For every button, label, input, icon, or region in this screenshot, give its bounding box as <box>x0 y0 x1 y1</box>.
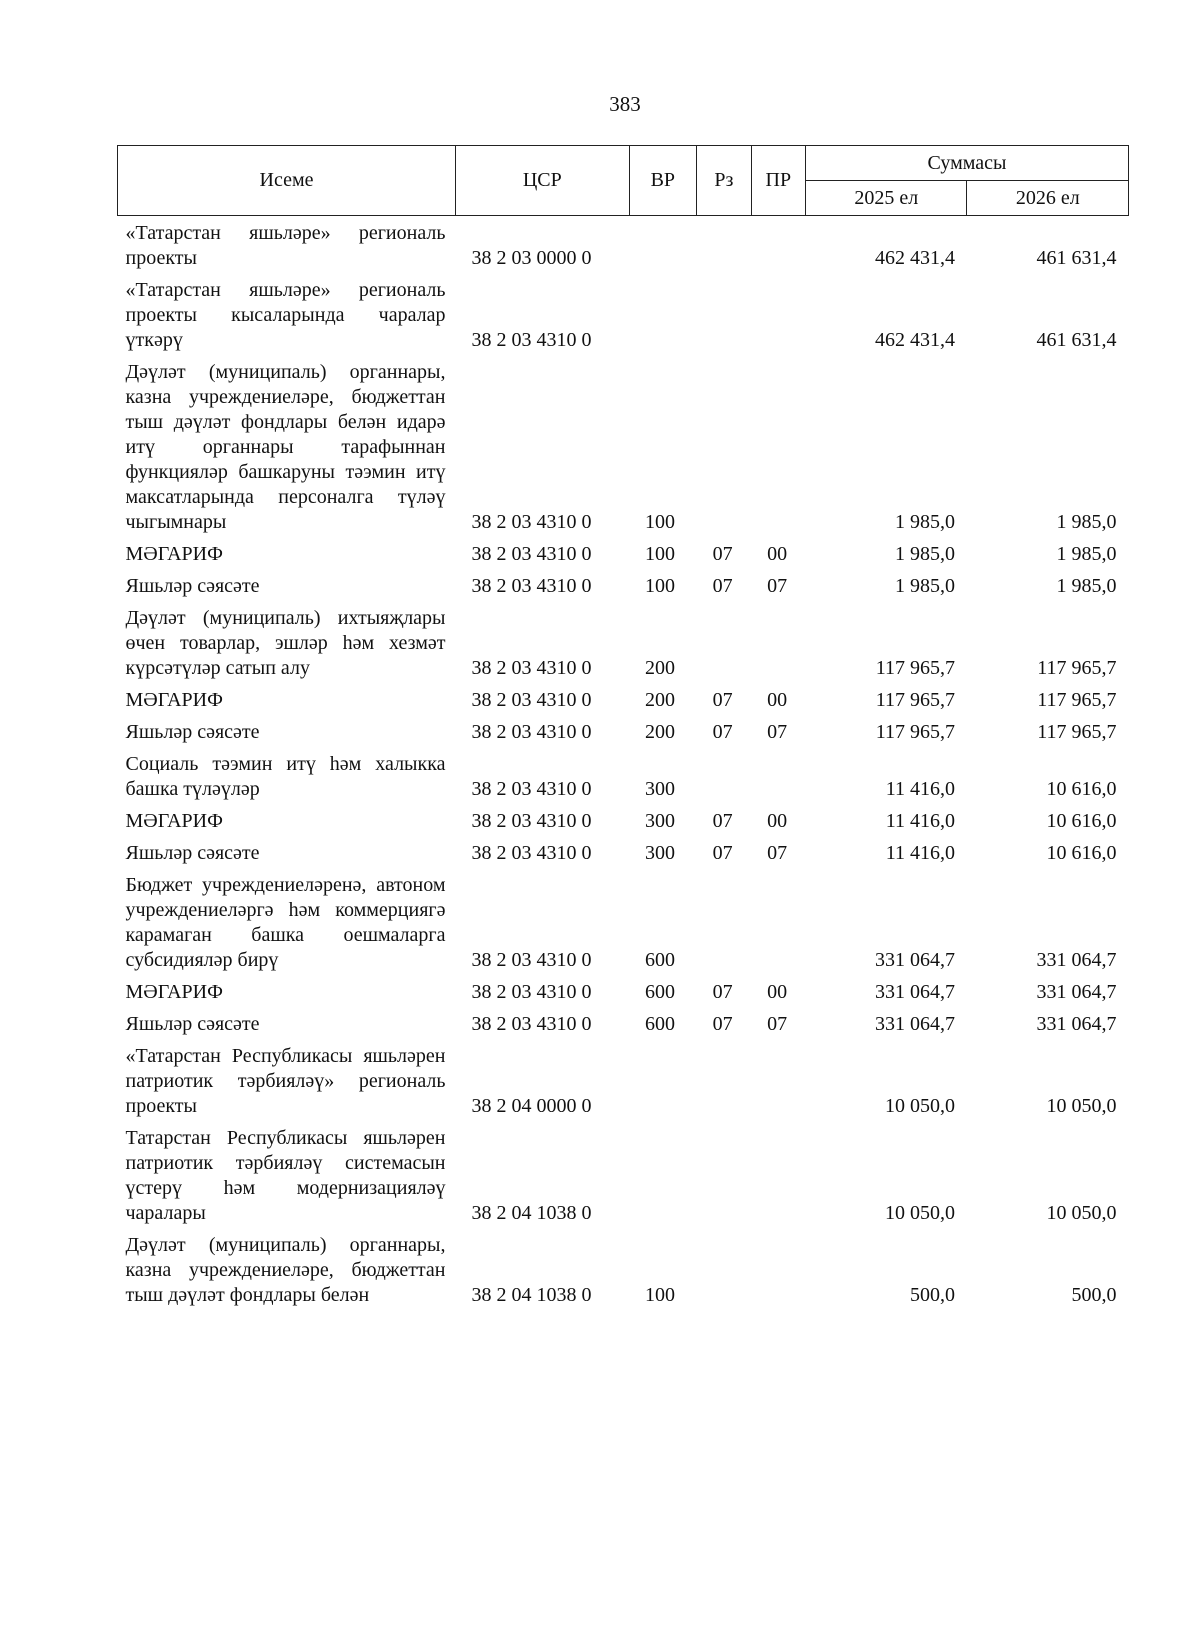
row-csr: 38 2 03 4310 0 <box>471 981 592 1003</box>
header-year-2026: 2026 ел <box>967 181 1129 216</box>
row-pr <box>751 601 805 683</box>
row-vr: 100 <box>645 575 676 597</box>
row-csr: 38 2 03 4310 0 <box>471 1013 592 1035</box>
row-sum-2026: 331 064,7 <box>1036 1013 1117 1035</box>
row-vr: 100 <box>645 543 676 565</box>
row-pr: 07 <box>767 842 788 864</box>
row-sum-2026: 117 965,7 <box>1037 721 1117 743</box>
row-vr: 200 <box>645 689 676 711</box>
table-row <box>118 216 1129 274</box>
budget-table <box>117 145 1129 1310</box>
row-sum-2025: 462 431,4 <box>874 247 955 269</box>
row-csr: 38 2 03 4310 0 <box>471 329 592 351</box>
row-sum-2026: 1 985,0 <box>1056 543 1117 565</box>
row-vr: 600 <box>645 981 676 1003</box>
table-body <box>118 216 1129 1311</box>
row-sum-2025: 11 416,0 <box>885 778 955 800</box>
row-pr: 00 <box>767 810 788 832</box>
row-sum-2025: 10 050,0 <box>884 1095 955 1117</box>
table-row <box>118 601 1129 683</box>
row-rz <box>697 1121 751 1228</box>
row-vr: 300 <box>645 778 676 800</box>
row-sum-2025: 117 965,7 <box>875 657 955 679</box>
table-row <box>118 537 1129 569</box>
row-rz <box>697 601 751 683</box>
row-sum-2026: 1 985,0 <box>1056 575 1117 597</box>
row-sum-2025: 1 985,0 <box>894 511 955 533</box>
row-csr: 38 2 04 1038 0 <box>471 1202 592 1224</box>
header-pr: ПР <box>751 146 805 216</box>
table-row <box>118 355 1129 537</box>
row-sum-2026: 1 985,0 <box>1056 511 1117 533</box>
row-csr: 38 2 03 0000 0 <box>471 247 592 269</box>
table-row <box>118 1007 1129 1039</box>
row-pr: 07 <box>767 575 788 597</box>
header-vr: ВР <box>629 146 697 216</box>
row-sum-2026: 117 965,7 <box>1037 657 1117 679</box>
row-name: Яшьләр сәясәте <box>125 842 260 864</box>
row-sum-2025: 462 431,4 <box>874 329 955 351</box>
row-name: Яшьләр сәясәте <box>125 721 260 743</box>
row-rz: 07 <box>712 689 733 711</box>
row-vr: 600 <box>645 949 676 971</box>
row-vr: 100 <box>645 511 676 533</box>
row-name: МӘГАРИФ <box>125 810 223 832</box>
row-sum-2026: 461 631,4 <box>1036 247 1117 269</box>
table-row <box>118 683 1129 715</box>
row-sum-2025: 11 416,0 <box>885 842 955 864</box>
table-row <box>118 868 1129 975</box>
table-row <box>118 1228 1129 1310</box>
row-name: «Татарстан Республикасы яшьләрен патриотик тәрбияләү» региональ проекты <box>125 1045 446 1117</box>
row-vr: 600 <box>645 1013 676 1035</box>
row-name: Яшьләр сәясәте <box>125 575 260 597</box>
row-rz: 07 <box>712 543 733 565</box>
row-sum-2025: 117 965,7 <box>875 721 955 743</box>
row-csr: 38 2 03 4310 0 <box>471 778 592 800</box>
row-sum-2025: 10 050,0 <box>884 1202 955 1224</box>
row-name: Яшьләр сәясәте <box>125 1013 260 1035</box>
header-sums: Суммасы <box>806 146 1129 181</box>
row-sum-2025: 117 965,7 <box>875 689 955 711</box>
row-pr <box>751 1039 805 1121</box>
row-sum-2026: 10 050,0 <box>1046 1095 1117 1117</box>
row-vr <box>629 273 697 355</box>
row-rz: 07 <box>712 810 733 832</box>
row-vr: 100 <box>645 1284 676 1306</box>
row-sum-2025: 11 416,0 <box>885 810 955 832</box>
table-row <box>118 569 1129 601</box>
row-pr <box>751 273 805 355</box>
row-rz <box>697 1228 751 1310</box>
row-csr: 38 2 04 1038 0 <box>471 1284 592 1306</box>
table-row <box>118 1121 1129 1228</box>
row-sum-2026: 10 616,0 <box>1046 842 1117 864</box>
row-csr: 38 2 03 4310 0 <box>471 575 592 597</box>
table-row <box>118 747 1129 804</box>
row-pr <box>751 868 805 975</box>
table-row <box>118 715 1129 747</box>
row-sum-2025: 500,0 <box>909 1284 955 1306</box>
row-rz: 07 <box>712 981 733 1003</box>
page-number: 383 <box>609 92 641 116</box>
row-pr <box>751 1121 805 1228</box>
row-name: Дәүләт (муниципаль) ихтыяҗлары өчен товарлар, эшләр һәм хезмәт күрсәтүләр сатып алу <box>125 607 446 679</box>
row-sum-2026: 461 631,4 <box>1036 329 1117 351</box>
row-rz: 07 <box>712 575 733 597</box>
table-row <box>118 1039 1129 1121</box>
row-name: МӘГАРИФ <box>125 981 223 1003</box>
row-csr: 38 2 03 4310 0 <box>471 543 592 565</box>
row-sum-2025: 1 985,0 <box>894 575 955 597</box>
table-row <box>118 273 1129 355</box>
row-pr: 07 <box>767 721 788 743</box>
row-csr: 38 2 03 4310 0 <box>471 721 592 743</box>
row-vr: 300 <box>645 842 676 864</box>
header-rz: Рз <box>697 146 751 216</box>
row-sum-2026: 10 616,0 <box>1046 778 1117 800</box>
table-row <box>118 975 1129 1007</box>
row-name: Социаль тәэмин итү һәм халыкка башка түләүләр <box>125 753 446 800</box>
row-sum-2025: 1 985,0 <box>894 543 955 565</box>
row-name: Бюджет учреждениеләренә, автоном учреждениеләргә һәм коммерциягә карамаган башка оешмаларга субсидияләр бирү <box>125 874 446 971</box>
row-pr: 00 <box>767 981 788 1003</box>
row-csr: 38 2 03 4310 0 <box>471 842 592 864</box>
row-sum-2026: 331 064,7 <box>1036 981 1117 1003</box>
row-rz: 07 <box>712 1013 733 1035</box>
row-name: «Татарстан яшьләре» региональ проекты кысаларында чаралар үткәрү <box>125 279 446 351</box>
header-name: Исеме <box>118 146 456 216</box>
row-name: МӘГАРИФ <box>125 543 223 565</box>
row-vr <box>629 216 697 274</box>
row-pr <box>751 1228 805 1310</box>
table-row <box>118 804 1129 836</box>
row-rz: 07 <box>712 721 733 743</box>
row-csr: 38 2 03 4310 0 <box>471 949 592 971</box>
header-year-2025: 2025 ел <box>806 181 967 216</box>
row-rz: 07 <box>712 842 733 864</box>
row-csr: 38 2 04 0000 0 <box>471 1095 592 1117</box>
row-name: «Татарстан яшьләре» региональ проекты <box>125 222 446 269</box>
row-csr: 38 2 03 4310 0 <box>471 511 592 533</box>
row-sum-2026: 500,0 <box>1071 1284 1117 1306</box>
table-row <box>118 836 1129 868</box>
row-vr: 200 <box>645 721 676 743</box>
row-pr <box>751 355 805 537</box>
row-csr: 38 2 03 4310 0 <box>471 689 592 711</box>
row-rz <box>697 216 751 274</box>
row-vr: 200 <box>645 657 676 679</box>
row-vr <box>629 1121 697 1228</box>
row-rz <box>697 355 751 537</box>
row-sum-2026: 10 050,0 <box>1046 1202 1117 1224</box>
row-sum-2025: 331 064,7 <box>874 981 955 1003</box>
row-sum-2026: 10 616,0 <box>1046 810 1117 832</box>
row-csr: 38 2 03 4310 0 <box>471 810 592 832</box>
row-sum-2026: 117 965,7 <box>1037 689 1117 711</box>
row-sum-2025: 331 064,7 <box>874 949 955 971</box>
table-header <box>118 146 1129 216</box>
row-rz <box>697 1039 751 1121</box>
row-rz <box>697 868 751 975</box>
row-sum-2025: 331 064,7 <box>874 1013 955 1035</box>
row-name: Дәүләт (муниципаль) органнары, казна учреждениеләре, бюджеттан тыш дәүләт фондлары белән <box>125 1234 446 1306</box>
row-rz <box>697 273 751 355</box>
row-name: Татарстан Республикасы яшьләрен патриотик тәрбияләү системасын үстерү һәм модернизацияләү чаралары <box>125 1127 446 1224</box>
row-rz <box>697 747 751 804</box>
row-pr <box>751 216 805 274</box>
row-name: Дәүләт (муниципаль) органнары, казна учреждениеләре, бюджеттан тыш дәүләт фондлары белән идарә итү органнары тарафыннан функцияләр башкаруны тәэмин итү максатларында персоналга түләү чыгымнары <box>125 361 446 533</box>
row-pr: 07 <box>767 1013 788 1035</box>
row-sum-2026: 331 064,7 <box>1036 949 1117 971</box>
row-csr: 38 2 03 4310 0 <box>471 657 592 679</box>
row-vr: 300 <box>645 810 676 832</box>
row-pr: 00 <box>767 689 788 711</box>
row-name: МӘГАРИФ <box>125 689 223 711</box>
row-vr <box>629 1039 697 1121</box>
row-pr: 00 <box>767 543 788 565</box>
row-pr <box>751 747 805 804</box>
header-csr: ЦСР <box>456 146 630 216</box>
